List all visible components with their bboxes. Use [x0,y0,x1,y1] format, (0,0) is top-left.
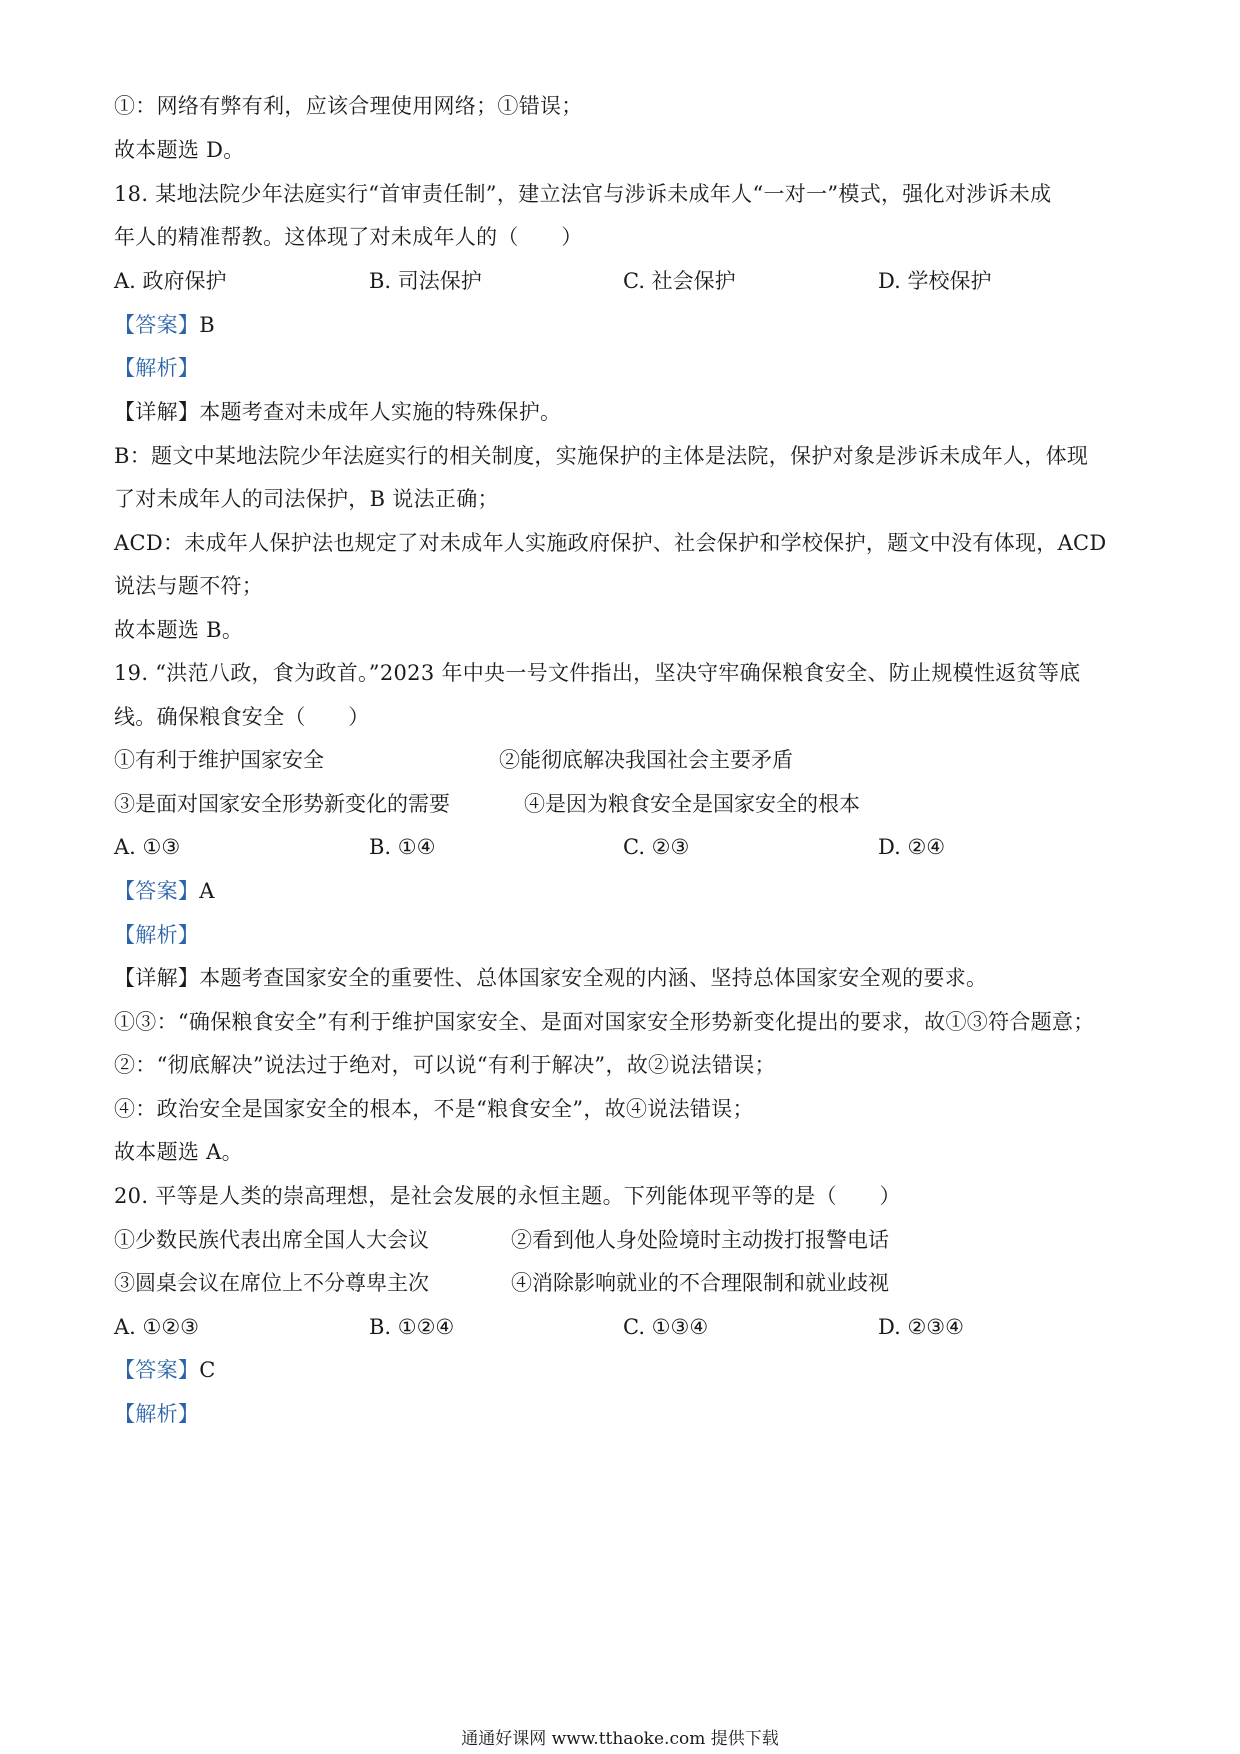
q18-analysis-tag [114,353,1124,383]
q20-answer [114,1355,1124,1385]
detail-tag: 【详解】 [114,966,200,990]
q19-explanation-3: ④：政治安全是国家安全的根本，不是“粮食安全”，故④说法错误； [114,1097,754,1121]
q19-statement-1: ①有利于维护国家安全 [114,748,324,772]
q19-conclusion: 故本题选 A。 [114,1140,243,1164]
q20-statement-3: ③圆桌会议在席位上不分尊卑主次 [114,1271,429,1295]
q19-analysis-tag [114,920,1124,950]
q19-answer [114,876,1124,906]
q19-statement-2: ②能彻底解决我国社会主要矛盾 [499,748,793,772]
q19-option-a: A. ①③ [114,835,181,859]
answer-value: A [199,879,215,903]
analysis-tag: 【解析】 [114,356,200,380]
detail-tag: 【详解】 [114,400,200,424]
analysis-tag: 【解析】 [114,1402,200,1426]
detail-text: 本题考查国家安全的重要性、总体国家安全观的内涵、坚持总体国家安全观的要求。 [199,966,988,990]
q18-explanation-2: 了对未成年人的司法保护，B 说法正确； [114,487,499,511]
q20-statement-4: ④消除影响就业的不合理限制和就业歧视 [511,1271,889,1295]
q18-explanation-3: ACD：未成年人保护法也规定了对未成年人实施政府保护、社会保护和学校保护，题文中没有体现，ACD [114,531,1107,555]
q18-answer [114,310,1124,340]
question-20-stem: 20. 平等是人类的崇高理想，是社会发展的永恒主题。下列能体现平等的是（ ） [114,1184,901,1208]
question-18-stem-cont: 年人的精准帮教。这体现了对未成年人的（ ） [114,225,583,249]
detail-text: 本题考查对未成年人实施的特殊保护。 [199,400,562,424]
q19-statement-4: ④是因为粮食安全是国家安全的根本 [524,792,860,816]
conclusion-line: 故本题选 D。 [114,138,245,162]
explanation-line: ①：网络有弊有利，应该合理使用网络；①错误； [114,94,583,118]
q18-option-d: D. 学校保护 [878,269,992,293]
q20-option-a: A. ①②③ [114,1315,199,1339]
q20-option-c: C. ①③④ [623,1315,709,1339]
answer-tag: 【答案】 [114,313,200,337]
answer-value: B [199,313,215,337]
q18-option-c: C. 社会保护 [623,269,736,293]
page-footer: 通通好课网 www.tthaoke.com 提供下载 [461,1729,779,1749]
q18-conclusion: 故本题选 B。 [114,618,244,642]
q19-statement-3: ③是面对国家安全形势新变化的需要 [114,792,450,816]
q20-option-d: D. ②③④ [878,1315,964,1339]
q19-option-b: B. ①④ [369,835,436,859]
analysis-tag: 【解析】 [114,923,200,947]
q19-detail [114,963,1124,993]
q19-explanation-2: ②：“彻底解决”说法过于绝对，可以说“有利于解决”，故②说法错误； [114,1053,776,1077]
q18-option-b: B. 司法保护 [369,269,482,293]
answer-tag: 【答案】 [114,879,200,903]
answer-tag: 【答案】 [114,1358,200,1382]
answer-value: C [199,1358,216,1382]
q19-explanation-1: ①③：“确保粮食安全”有利于维护国家安全、是面对国家安全形势新变化提出的要求，故①③符合题意； [114,1010,1095,1034]
question-19-stem-cont: 线。确保粮食安全（ ） [114,705,370,729]
q19-option-c: C. ②③ [623,835,690,859]
q18-option-a: A. 政府保护 [114,269,227,293]
q18-detail [114,397,1124,427]
q19-option-d: D. ②④ [878,835,946,859]
q18-explanation-1: B：题文中某地法院少年法庭实行的相关制度，实施保护的主体是法院，保护对象是涉诉未成年人，体现 [114,444,1089,468]
question-19-stem: 19. “洪范八政，食为政首。”2023 年中央一号文件指出，坚决守牢确保粮食安全、防止规模性返贫等底 [114,661,1081,685]
question-18-stem: 18. 某地法院少年法庭实行“首审责任制”，建立法官与涉诉未成年人“一对一”模式，强化对涉诉未成 [114,182,1052,206]
q20-option-b: B. ①②④ [369,1315,455,1339]
q18-explanation-4: 说法与题不符； [114,574,264,598]
q20-statement-1: ①少数民族代表出席全国人大会议 [114,1228,429,1252]
q20-analysis-tag [114,1399,1124,1429]
q20-statement-2: ②看到他人身处险境时主动拨打报警电话 [511,1228,889,1252]
